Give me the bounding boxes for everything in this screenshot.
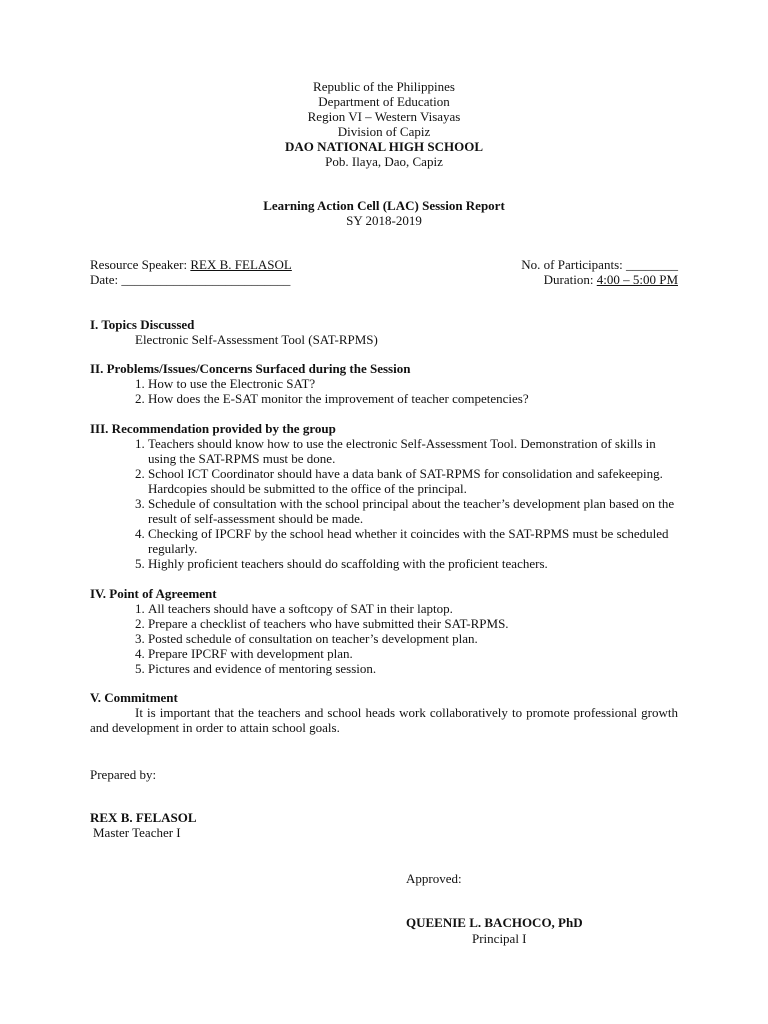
letterhead-department: Department of Education: [318, 94, 450, 109]
info-row-speaker: [90, 257, 678, 272]
list-item: 1. All teachers should have a softcopy of SAT in their laptop.: [135, 601, 453, 616]
report-title-block: [0, 198, 768, 228]
letterhead-region: Region VI – Western Visayas: [307, 109, 461, 124]
agreement-list: [90, 601, 678, 676]
resource-speaker-value: REX B. FELASOL: [190, 257, 292, 272]
commitment-text: It is important that the teachers and school heads work collaboratively to promote professional growth and development in order to attain school goals.: [90, 705, 678, 735]
approver-name: QUEENIE L. BACHOCO, PhD: [406, 915, 583, 930]
list-item: 1. Teachers should know how to use the electronic Self-Assessment Tool. Demonstration of skills in using the SAT-RPMS must be done.: [135, 436, 656, 466]
letterhead-address: Pob. Ilaya, Dao, Capiz: [325, 154, 443, 169]
section-commitment: [90, 690, 678, 735]
participants-blank: ________: [626, 257, 678, 272]
prepared-by-label: Prepared by:: [90, 767, 157, 782]
duration-label: Duration:: [543, 272, 597, 287]
list-item: 2. Prepare a checklist of teachers who have submitted their SAT-RPMS.: [135, 616, 509, 631]
report-school-year: SY 2018-2019: [346, 213, 422, 228]
report-title: Learning Action Cell (LAC) Session Report: [263, 198, 505, 213]
recommendations-list: [90, 436, 678, 571]
preparer-title: Master Teacher I: [93, 825, 181, 840]
section-recommendations: [90, 421, 678, 571]
list-item: 4. Checking of IPCRF by the school head whether it coincides with the SAT-RPMS must be scheduled regularly.: [135, 526, 669, 556]
resource-speaker-field: [90, 257, 292, 272]
date-blank: __________________________: [121, 272, 291, 287]
list-item: 3. Posted schedule of consultation on teacher’s development plan.: [135, 631, 478, 646]
section-problems-heading: II. Problems/Issues/Concerns Surfaced during the Session: [90, 361, 411, 376]
approver-title: Principal I: [472, 931, 527, 946]
problems-list: [90, 376, 678, 406]
participants-field: [521, 257, 678, 272]
letterhead-school-name: DAO NATIONAL HIGH SCHOOL: [284, 139, 484, 154]
list-item: 5. Pictures and evidence of mentoring session.: [135, 661, 377, 676]
letterhead-division: Division of Capiz: [337, 124, 431, 139]
list-item: 3. Schedule of consultation with the school principal about the teacher’s development plan based on the result of self-assessment should be made.: [135, 496, 675, 526]
section-topics: [90, 317, 678, 347]
list-item: 2. School ICT Coordinator should have a data bank of SAT-RPMS for consolidation and safekeeping. Hardcopies should be submitted to the office of the principal.: [135, 466, 663, 496]
letterhead: [0, 79, 768, 169]
preparer-name: REX B. FELASOL: [90, 810, 197, 825]
list-item: 1. How to use the Electronic SAT?: [135, 376, 316, 391]
resource-speaker-label: Resource Speaker:: [90, 257, 191, 272]
section-problems: [90, 361, 678, 406]
list-item: 2. How does the E-SAT monitor the improvement of teacher competencies?: [135, 391, 529, 406]
section-agreement: [90, 586, 678, 676]
info-row-date: [90, 272, 678, 287]
duration-field: [544, 272, 678, 287]
date-label: Date:: [90, 272, 122, 287]
section-recommendations-heading: III. Recommendation provided by the group: [90, 421, 336, 436]
letterhead-republic: Republic of the Philippines: [313, 79, 455, 94]
date-field: [90, 272, 290, 287]
section-topics-heading: I. Topics Discussed: [90, 317, 195, 332]
list-item: 4. Prepare IPCRF with development plan.: [135, 646, 353, 661]
topic-text: Electronic Self-Assessment Tool (SAT-RPMS): [135, 332, 378, 347]
section-commitment-heading: V. Commitment: [90, 690, 178, 705]
list-item: 5. Highly proficient teachers should do scaffolding with the proficient teachers.: [135, 556, 548, 571]
duration-value: 4:00 – 5:00 PM: [596, 272, 678, 287]
section-agreement-heading: IV. Point of Agreement: [90, 586, 217, 601]
approved-label: Approved:: [406, 871, 462, 886]
participants-label: No. of Participants:: [521, 257, 626, 272]
